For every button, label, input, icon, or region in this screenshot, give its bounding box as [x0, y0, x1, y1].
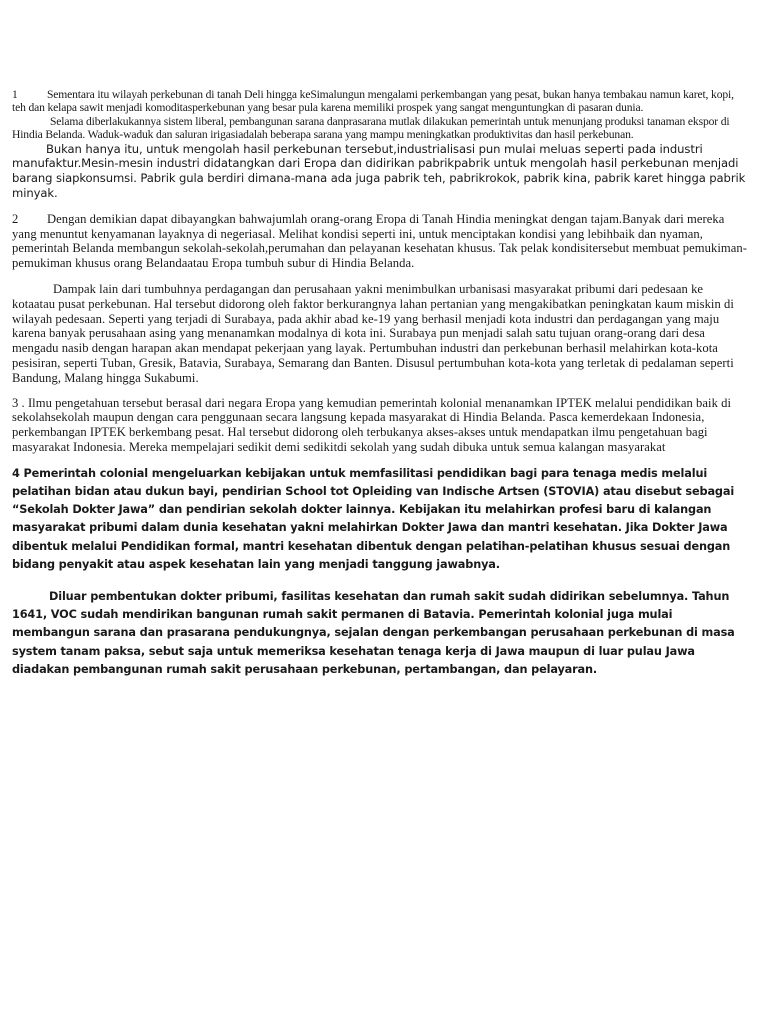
paragraph-4b: [12, 588, 748, 679]
paragraph-text: Dengan demikian dapat dibayangkan bahwajumlah orang-orang Eropa di Tanah Hindia meningkat dengan tajam.Banyak dari mereka yang menuntut kenyamanan layaknya di negeriasal. Melihat kondisi seperti ini, untuk menciptakan kondisi yang lebihbaik dan nyaman, pemerintah Belanda membangun sekolah-sekolah,perumahan dan pelayanan kesehatan khusus. Tak pelak kondisitersebut membuat pemukiman-pemukiman khusus orang Belandaatau Eropa tumbuh subur di Hindia Belanda.: [12, 211, 747, 271]
paragraph-number: 1: [12, 88, 18, 101]
paragraph-text: Bukan hanya itu, untuk mengolah hasil perkebunan tersebut,industrialisasi pun mulai meluas seperti pada industri manufaktur.Mesin-mesin industri didatangkan dari Eropa dan didirikan pabrikpabrik untuk mengolah hasil perkebunan menjadi barang siapkonsumsi. Pabrik gula berdiri dimana-mana ada juga pabrik teh, pabrikrokok, pabrik kina, pabrik karet hingga pabrik minyak.: [12, 141, 746, 201]
document-page: [12, 88, 748, 679]
paragraph-text: 4 Pemerintah colonial mengeluarkan kebijakan untuk memfasilitasi pendidikan bagi para tenaga medis melalui pelatihan bidan atau dukun bayi, pendirian School tot Opleiding van Indische Artsen (STOVIA) atau disebut sebagai “Sekolah Dokter Jawa” dan pendirian sekolah dokter lainnya. Kebijakan itu melahirkan profesi baru di kalangan masyarakat pribumi dalam dunia kesehatan yakni melahirkan Dokter Jawa dan mantri kesehatan. Jika Dokter Jawa dibentuk melalui Pendidikan formal, mantri kesehatan dibentuk dengan pelatihan-pelatihan khusus sesuai dengan bidang penyakit atau aspek kesehatan lain yang menjadi tanggung jawabnya.: [12, 466, 735, 571]
paragraph-text: Dampak lain dari tumbuhnya perdagangan dan perusahaan yakni menimbulkan urbanisasi masyarakat pribumi dari pedesaan ke kotaatau pusat perkebunan. Hal tersebut didorong oleh faktor berkurangnya lahan pertanian yang mengakibatkan peningkatan kaum miskin di wilayah pedesaan. Seperti yang terjadi di Surabaya, pada akhir abad ke-19 yang berhasil menjadi kota industri dan perdagangan yang maju karena banyak perusahaan asing yang menanamkan modalnya di kota ini. Surabaya pun menjadi salah satu tujuan orang-orang dari desa mengadu nasib dengan harapan akan mendapat pekerjaan yang layak. Pertumbuhan industri dan perkebunan berhasil melahirkan kota-kota pesisiran, seperti Tuban, Gresik, Batavia, Surabaya, Semarang dan Banten. Disusul pertumbuhan kota-kota yang terletak di pedalaman seperti Bandung, Malang hingga Sukabumi.: [12, 282, 734, 385]
paragraph-text: Selama diberlakukannya sistem liberal, pembangunan sarana danprasarana mutlak dilakukan pemerintah untuk menunjang produksi tanaman ekspor di Hindia Belanda. Waduk-waduk dan saluran irigasiadalah beberapa sarana yang mampu meningkatkan produktivitas dan hasil perkebunan.: [12, 114, 730, 142]
paragraph-4: [12, 465, 748, 574]
paragraph-1b: [12, 115, 748, 142]
paragraph-number: 2: [12, 211, 19, 226]
paragraph-2b: [12, 282, 748, 386]
paragraph-text: Diluar pembentukan dokter pribumi, fasilitas kesehatan dan rumah sakit sudah didirikan sebelumnya. Tahun 1641, VOC sudah mendirikan bangunan rumah sakit permanen di Batavia. Pemerintah kolonial juga mulai membangun sarana dan prasarana pendukungnya, sejalan dengan perkembangan perusahaan perkebunan di masa system tanam paksa, sebut saja untuk memeriksa kesehatan tenaga kerja di Jawa maupun di luar pulau Jawa diadakan pembangunan rumah sakit perusahaan perkebunan, pertambangan, dan pelayaran.: [12, 589, 735, 676]
paragraph-1c: [12, 142, 748, 201]
paragraph-2: [12, 212, 748, 271]
paragraph-text: Sementara itu wilayah perkebunan di tanah Deli hingga keSimalungun mengalami perkembangan yang pesat, bukan hanya tembakau namun karet, kopi, teh dan kelapa sawit menjadi komoditasperkebunan yang besar pula karena memiliki prospek yang sangat menguntungkan di pasaran dunia.: [12, 88, 734, 115]
paragraph-1: [12, 88, 748, 115]
paragraph-3: [12, 396, 748, 455]
paragraph-text: 3 . Ilmu pengetahuan tersebut berasal dari negara Eropa yang kemudian pemerintah kolonial menanamkan IPTEK melalui pendidikan baik di sekolahsekolah maupun dengan cara penggunaan secara langsung kepada masyarakat di Hindia Belanda. Pasca kemerdekaan Indonesia, perkembangan IPTEK berkembang pesat. Hal tersebut didorong oleh terbukanya akses-akses untuk mendapatkan ilmu pengetahuan bagi masyarakat Indonesia. Mereka mempelajari sedikit demi sedikitdi sekolah yang sudah dibuka untuk semua kalangan masyarakat: [12, 395, 732, 454]
